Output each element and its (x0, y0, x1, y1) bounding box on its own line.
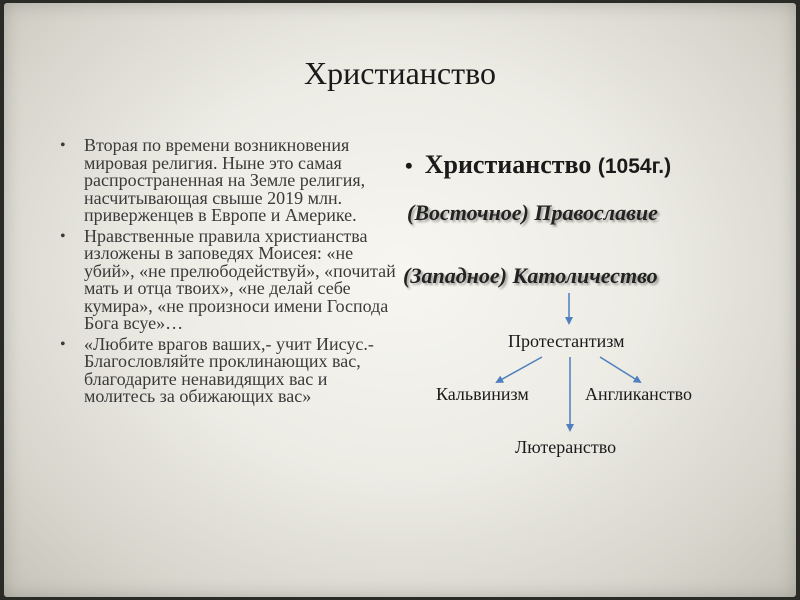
arrow-to-calvinism (497, 357, 542, 382)
node-calvinism: Кальвинизм (436, 384, 529, 404)
node-protestantism: Протестантизм (508, 331, 625, 351)
bullet-dot-icon: • (405, 153, 413, 178)
branch-orthodoxy: (Восточное) Православие (407, 200, 658, 225)
schism-year: (1054г.) (597, 155, 672, 178)
bullet-text: Вторая по времени возникновения мировая религия. Ныне это самая распространенная на Земле религия, насчитывающая свыше 2019 млн. приверженцев в Европе и Америке. (84, 135, 366, 225)
branch-catholicism: (Западное) Католичество (403, 263, 658, 288)
bullet-dot-icon: • (60, 227, 66, 245)
node-anglicanism: Англиканство (585, 384, 693, 404)
bullet-dot-icon: • (60, 335, 66, 353)
bullet-text: Нравственные правила христианства изложены в заповедях Моисея: «не убий», «не прелюбодействуй», «почитай мать и отца твоих», «не делай себе кумира», «не произноси имени Господа Бога всуе»… (84, 225, 396, 333)
node-lutheranism: Лютеранство (515, 437, 617, 457)
right-heading-text: Христианство (424, 150, 592, 179)
arrow-to-anglicanism (600, 357, 640, 382)
bullet-dot-icon: • (60, 137, 66, 154)
bullet-text: «Любите врагов ваших,- учит Иисус.- Благословляйте проклинающих вас, благодарите ненавидящих вас и молитесь за обижающих вас» (84, 333, 374, 406)
slide-title: Христианство (304, 55, 496, 91)
